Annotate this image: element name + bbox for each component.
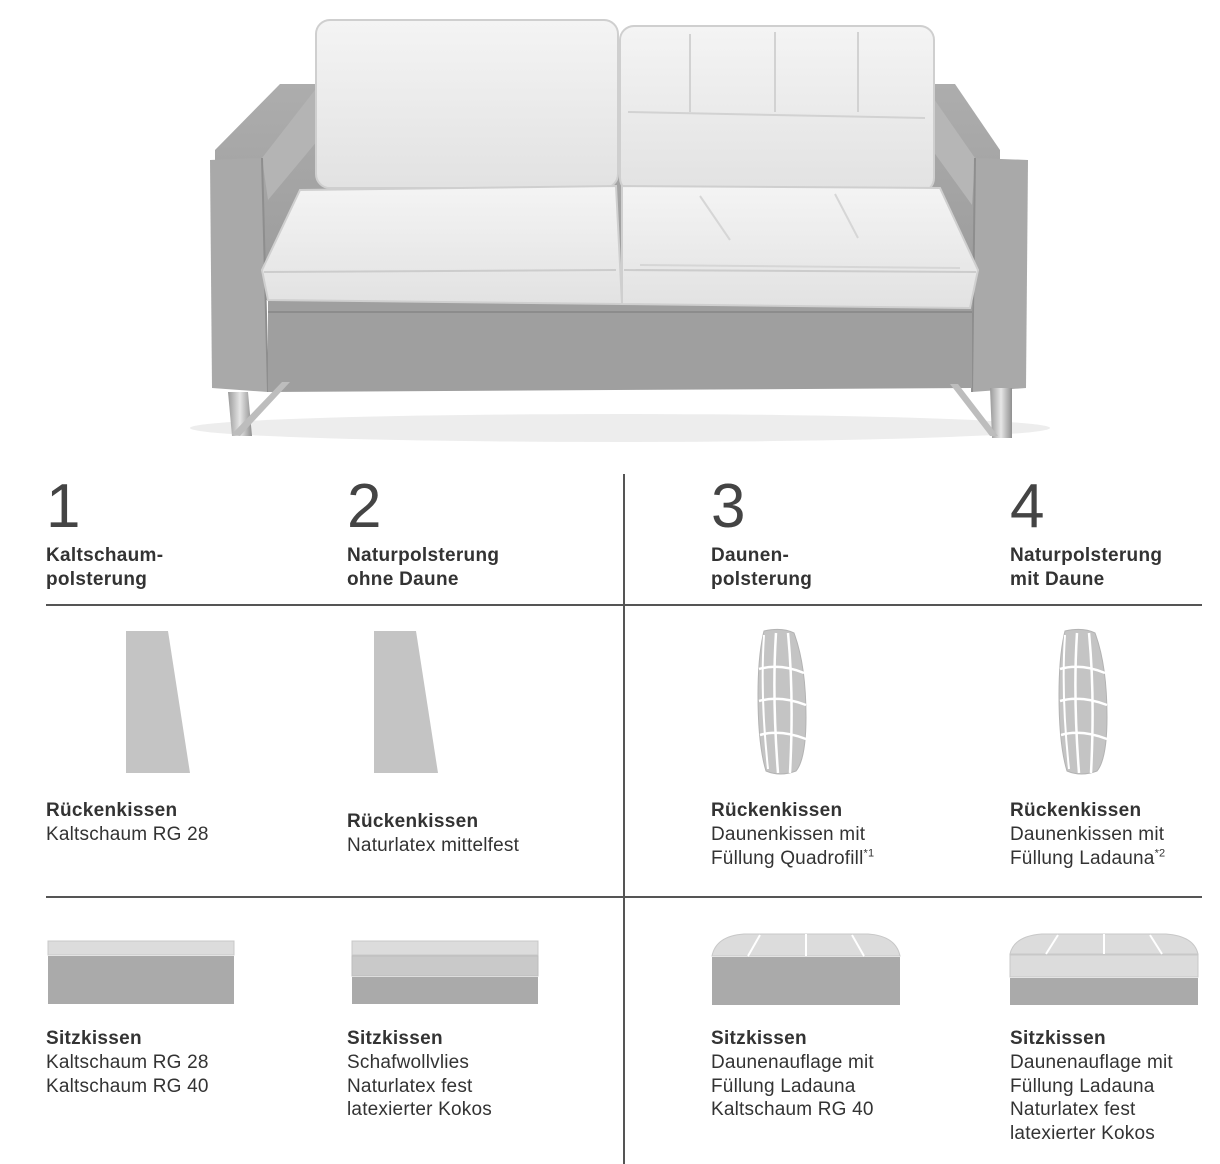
back-cushion-text-1: Rückenkissen Kaltschaum RG 28 bbox=[46, 799, 306, 847]
seat-layer-wool bbox=[352, 941, 538, 955]
seat-cushion-diagram-4 bbox=[1008, 930, 1200, 1008]
back-cushion-text-2: Rückenkissen Naturlatex mittelfest bbox=[347, 810, 607, 858]
column-number: 1 bbox=[46, 472, 81, 541]
seat-cushion-text-4: Sitzkissen Daunenauflage mit Füllung Ladauna Naturlatex fest latexierter Kokos bbox=[1010, 1027, 1210, 1145]
column-title: Naturpolsterung mit Daune bbox=[1010, 545, 1163, 590]
seat-layer-coco bbox=[352, 977, 538, 1004]
column-title: Naturpolsterung ohne Daune bbox=[347, 545, 500, 590]
foam-wedge-shape bbox=[126, 631, 190, 773]
seat-layer-foam bbox=[712, 957, 900, 1005]
divider-header bbox=[46, 604, 1202, 606]
center-divider bbox=[623, 474, 625, 1164]
seat-layer-coco bbox=[1010, 978, 1198, 1005]
seat-cushion-text-1: Sitzkissen Kaltschaum RG 28 Kaltschaum RG 40 bbox=[46, 1027, 306, 1098]
back-cushion-text-4: Rückenkissen Daunenkissen mit Füllung Ladauna$^{*2}$ bbox=[1010, 799, 1210, 870]
seat-cushion-text-2: Sitzkissen Schafwollvlies Naturlatex fest latexierter Kokos bbox=[347, 1027, 607, 1122]
sofa-illustration bbox=[0, 0, 1220, 450]
seat-cushion-diagram-3 bbox=[710, 930, 902, 1008]
seat-cushion-diagram-1 bbox=[46, 938, 236, 1008]
footnote-marker: *2 bbox=[1154, 847, 1166, 860]
column-4 bbox=[1010, 472, 1210, 592]
back-cushion-text-3: Rückenkissen Daunenkissen mit Füllung Quadrofill$^{*1}$ bbox=[711, 799, 971, 870]
back-cushion-diagram-2 bbox=[368, 625, 448, 777]
column-3 bbox=[711, 472, 971, 592]
seat-layer-top bbox=[48, 941, 234, 955]
column-number: 2 bbox=[347, 472, 382, 541]
back-label: Rückenkissen bbox=[347, 811, 479, 832]
seat-cushion-text-3: Sitzkissen Daunenauflage mit Füllung Ladauna Kaltschaum RG 40 bbox=[711, 1027, 971, 1122]
back-cushion-diagram-4 bbox=[1051, 625, 1115, 777]
back-cushion-diagram-1 bbox=[120, 625, 200, 777]
back-label: Rückenkissen bbox=[711, 800, 843, 821]
footnote-marker: *1 bbox=[863, 847, 875, 860]
back-cushion-diagram-3 bbox=[750, 625, 814, 777]
back-label: Rückenkissen bbox=[1010, 800, 1142, 821]
divider-back bbox=[46, 896, 1202, 898]
column-number: 4 bbox=[1010, 472, 1045, 541]
latex-wedge-shape bbox=[374, 631, 438, 773]
seat-layer-latex bbox=[352, 956, 538, 976]
back-label: Rückenkissen bbox=[46, 800, 178, 821]
seat-layer-latex bbox=[1010, 955, 1198, 977]
column-title: Daunen- polsterung bbox=[711, 545, 813, 590]
seat-label: Sitzkissen bbox=[347, 1028, 443, 1049]
seat-cushion-diagram-2 bbox=[350, 938, 540, 1008]
column-number: 3 bbox=[711, 472, 746, 541]
column-2 bbox=[347, 472, 607, 592]
column-1 bbox=[46, 472, 306, 592]
seat-label: Sitzkissen bbox=[46, 1028, 142, 1049]
seat-layer-bottom bbox=[48, 956, 234, 1004]
column-title: Kaltschaum- polsterung bbox=[46, 545, 164, 590]
seat-label: Sitzkissen bbox=[711, 1028, 807, 1049]
seat-label: Sitzkissen bbox=[1010, 1028, 1106, 1049]
